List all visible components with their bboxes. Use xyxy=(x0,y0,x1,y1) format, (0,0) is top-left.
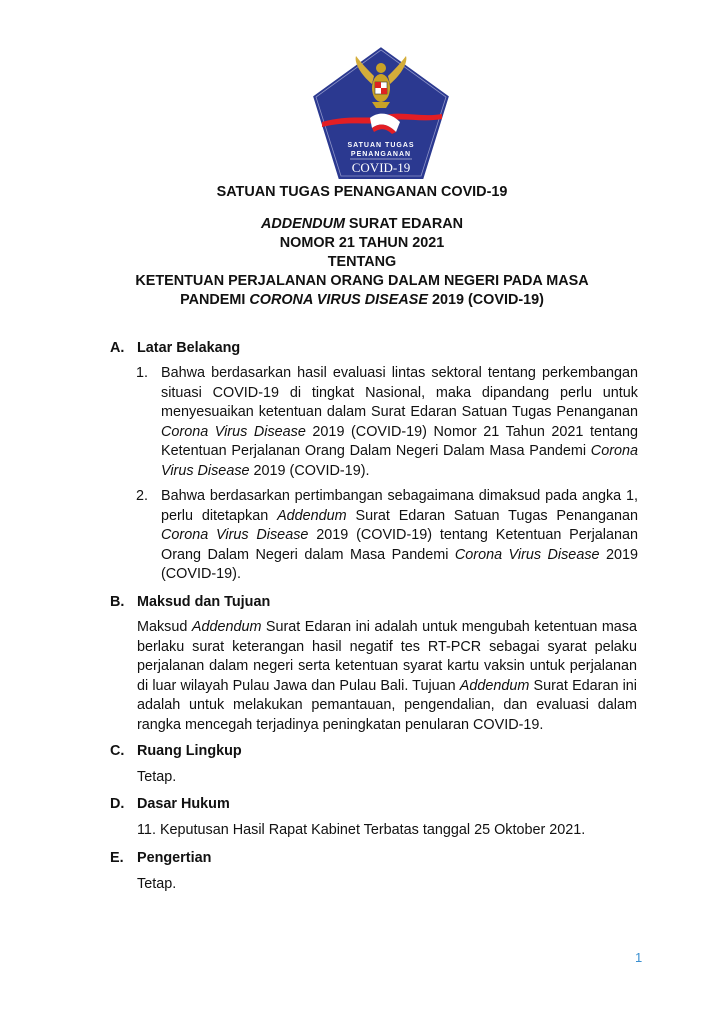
section-a-item-2: 2. Bahwa berdasarkan pertimbangan sebagaimana dimaksud pada angka 1, perlu ditetapkan Addendum Surat Edaran Satuan Tugas Penanganan Corona Virus Disease 2019 (COVID-19) tentang Ketentuan Perjalanan Orang Dalam Negeri dalam Masa Pandemi Corona Virus Disease 2019 (COVID-19). xyxy=(136,488,639,583)
document-number: NOMOR 21 TAHUN 2021 xyxy=(279,235,445,251)
subject-line-1: KETENTUAN PERJALANAN ORANG DALAM NEGERI PADA MASA xyxy=(135,273,589,289)
logo-text-line1: SATUAN TUGAS xyxy=(347,142,415,149)
section-d-heading: D. Dasar Hukum xyxy=(110,796,230,812)
section-a-item-1: 1. Bahwa berdasarkan hasil evaluasi lintas sektoral tentang perkembangan situasi COVID-19 di tingkat Nasional, maka dipandang perlu untuk menyesuaikan ketentuan dalam Surat Edaran Satuan Tugas Penanganan Corona Virus Disease 2019 (COVID-19) Nomor 21 Tahun 2021 tentang Ketentuan Perjalanan Orang Dalam Negeri Dalam Masa Pandemi Corona Virus Disease 2019 (COVID-19). xyxy=(136,365,638,479)
organization-title: SATUAN TUGAS PENANGANAN COVID-19 xyxy=(216,184,508,200)
document-title-block xyxy=(0,215,724,310)
section-c-body: Tetap. xyxy=(137,769,177,785)
addendum-title: ADDENDUM SURAT EDARAN xyxy=(260,216,463,232)
section-c-heading: C. Ruang Lingkup xyxy=(110,743,242,759)
section-e-body: Tetap. xyxy=(137,876,177,892)
section-d-item: 11. Keputusan Hasil Rapat Kabinet Terbatas tanggal 25 Oktober 2021. xyxy=(137,822,586,838)
section-e-heading: E. Pengertian xyxy=(110,850,212,866)
logo-text-line2: PENANGANAN xyxy=(350,151,412,158)
section-b-heading: B. Maksud dan Tujuan xyxy=(110,594,271,610)
section-a-heading: A. Latar Belakang xyxy=(110,340,241,356)
subject-line-2: PANDEMI CORONA VIRUS DISEASE 2019 (COVID-19) xyxy=(180,292,544,308)
about-label: TENTANG xyxy=(327,254,397,270)
page-number: 1 xyxy=(635,950,643,965)
satgas-covid19-logo xyxy=(310,44,452,182)
logo-text-line3: COVID-19 xyxy=(351,160,411,175)
section-b-body: Maksud Addendum Surat Edaran ini adalah untuk mengubah ketentuan masa berlaku surat keterangan hasil negatif tes RT-PCR sebagai syarat pelaku perjalanan dalam negeri serta ketentuan syarat kartu vaksin untuk perjalanan di luar wilayah Pulau Jawa dan Pulau Bali. Tujuan Addendum Surat Edaran ini adalah untuk melakukan pemantauan, pengendalian, dan evaluasi dalam rangka mencegah terjadinya peningkatan penularan COVID-19. xyxy=(137,619,638,733)
